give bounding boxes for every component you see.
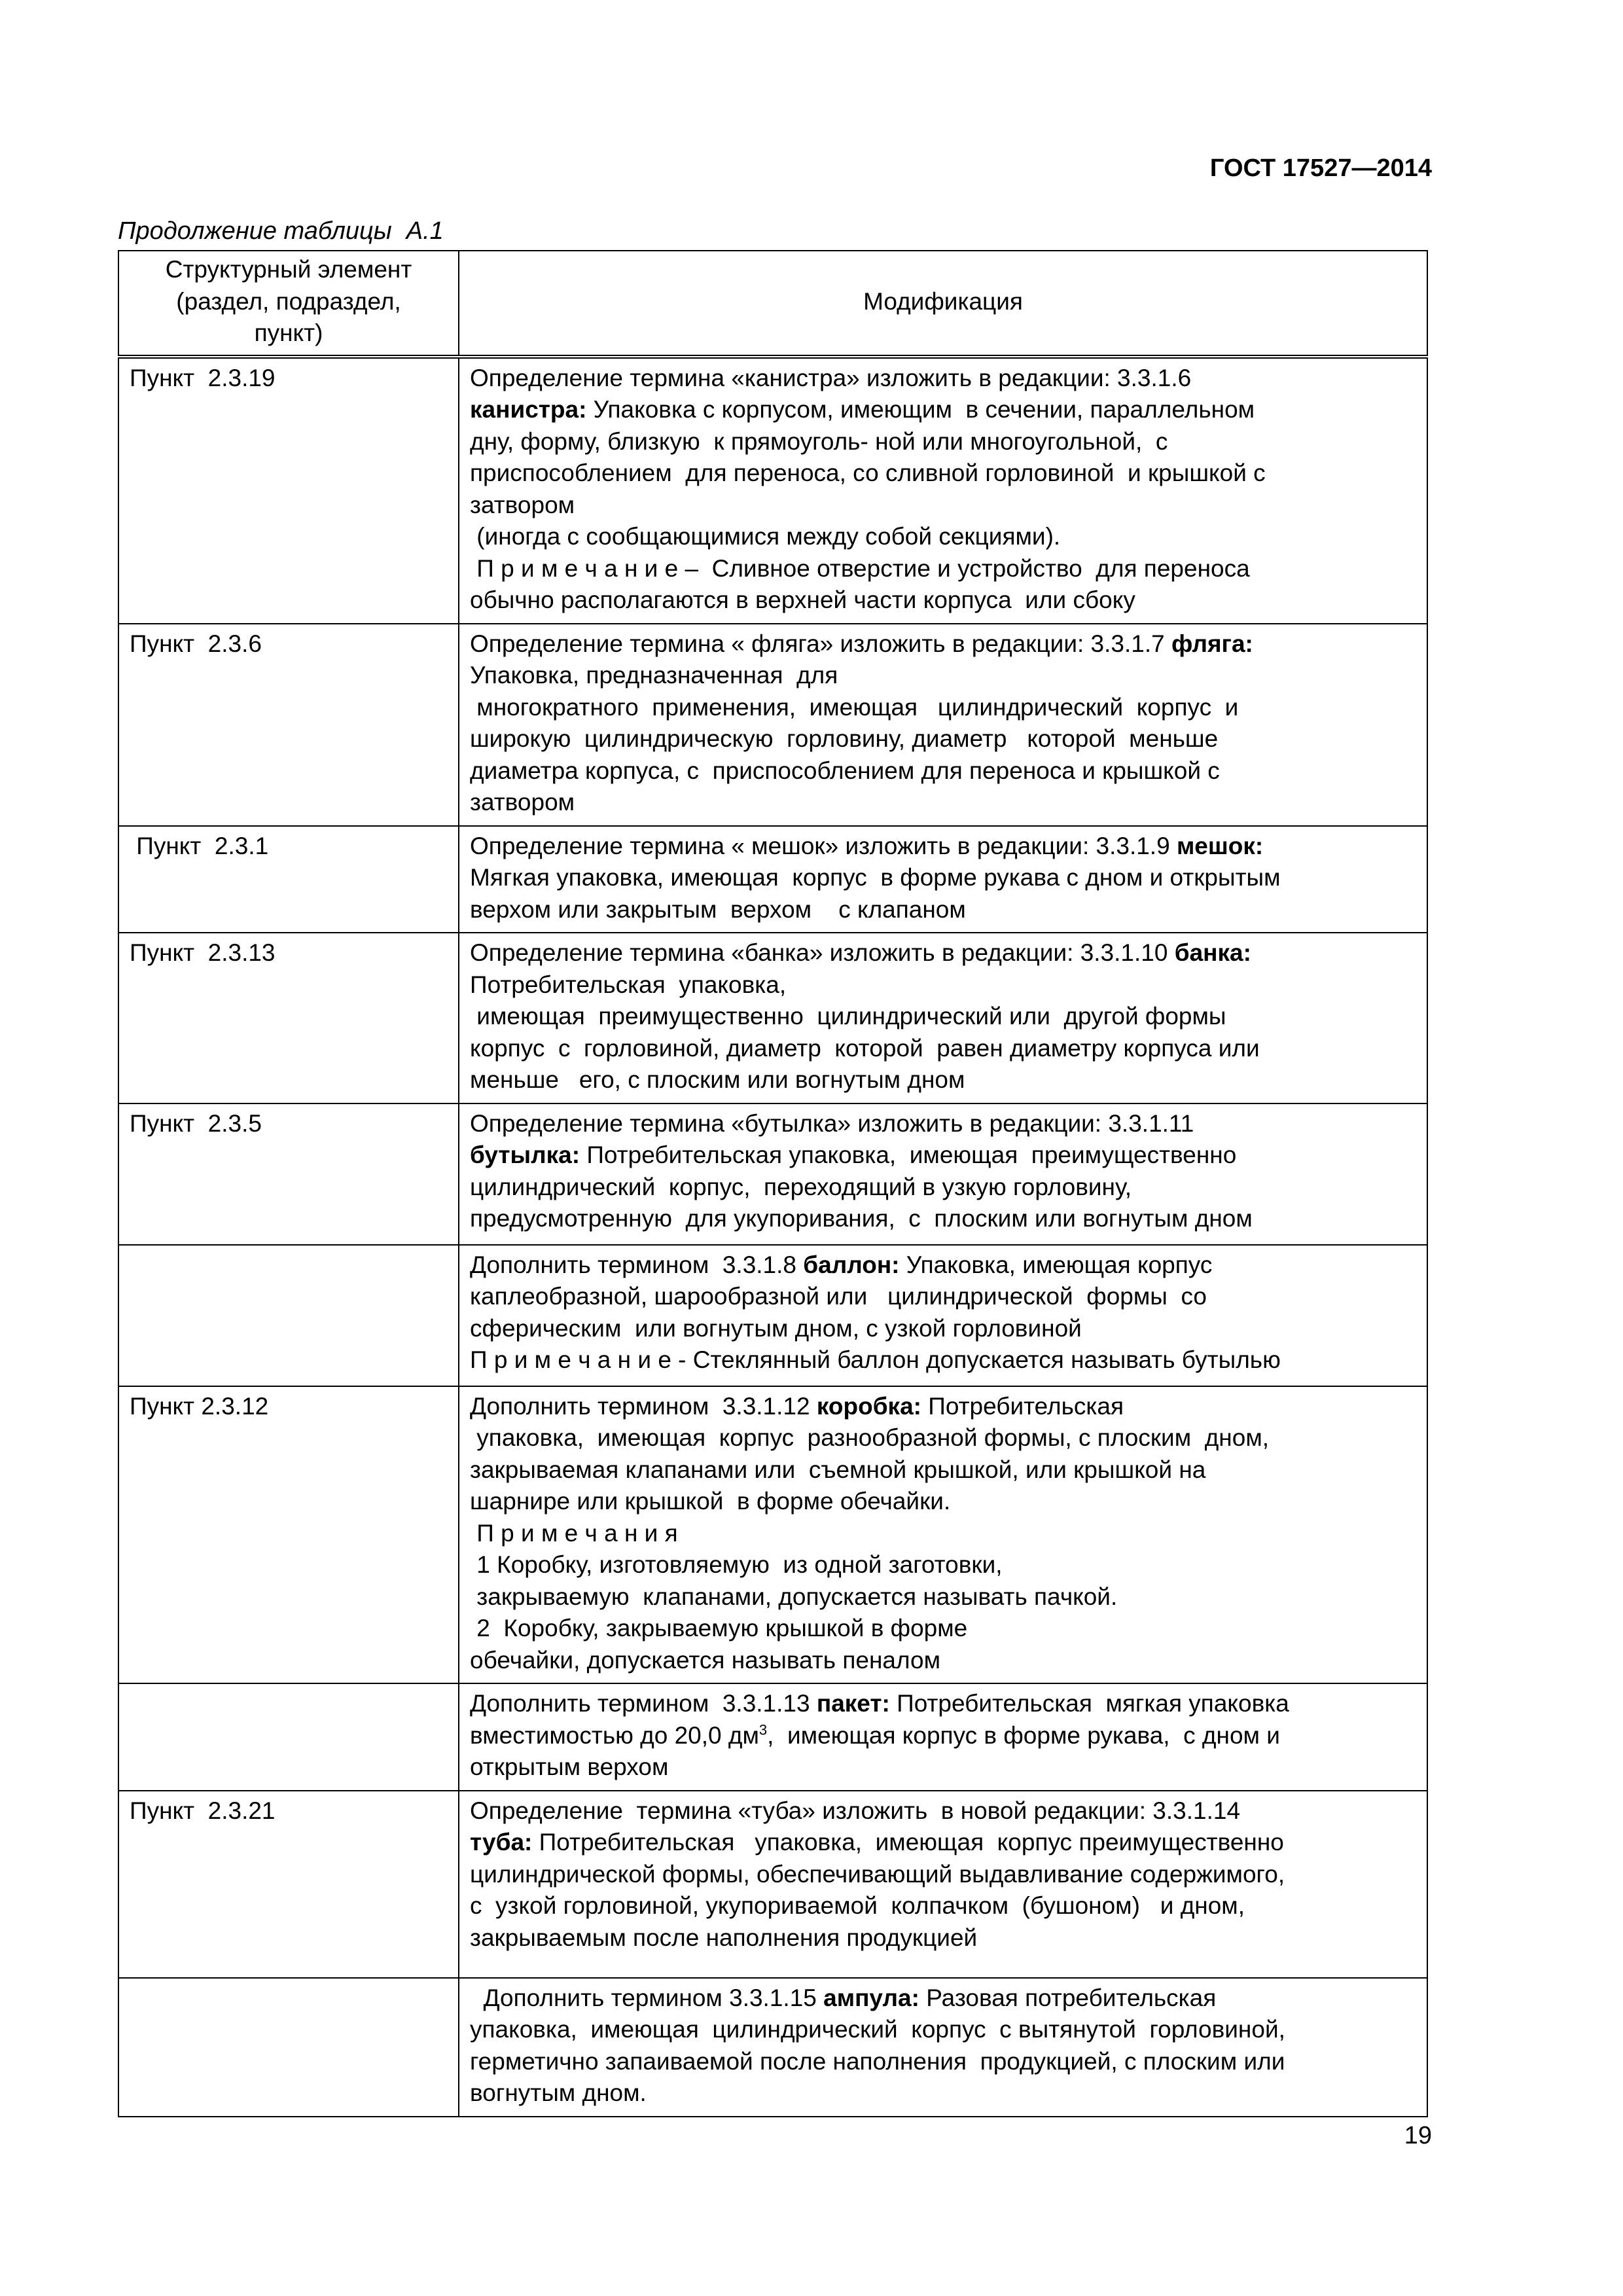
text-segment: имеющая преимущественно цилиндрический или другой формы: [470, 1003, 1226, 1030]
text-segment: Разовая потребительская: [919, 1984, 1217, 2011]
table-caption: [118, 217, 444, 245]
modification-cell: [459, 357, 1427, 624]
modification-line: [470, 862, 1418, 894]
text-segment: Дополнить термином 3.3.1.12: [470, 1392, 817, 1420]
modification-line: [470, 1064, 1418, 1096]
structural-element-cell: [118, 1386, 459, 1684]
text-segment: многократного применения, имеющая цилиндрический корпус и: [470, 693, 1239, 721]
text-segment: П р и м е ч а н и я: [470, 1519, 678, 1547]
structural-element-text: Пункт 2.3.12: [130, 1392, 269, 1420]
header-structural-element: [118, 251, 459, 357]
text-segment: Определение термина «банка» изложить в редакции: 3.3.1.10: [470, 939, 1175, 966]
text-segment: шарнире или крышкой в форме обечайки.: [470, 1488, 951, 1515]
table-row: [118, 1978, 1427, 2117]
modification-line: [470, 1581, 1418, 1613]
text-segment: затвором: [470, 789, 575, 816]
modification-cell: [459, 624, 1427, 826]
text-segment: П р и м е ч а н и е – Сливное отверстие и устройство для переноса: [470, 554, 1250, 582]
text-segment: Определение термина «бутылка» изложить в редакции: 3.3.1.11: [470, 1109, 1194, 1137]
text-segment: упаковка, имеющая цилиндрический корпус с вытянутой горловиной,: [470, 2016, 1285, 2043]
text-segment: герметично запаиваемой после наполнения продукцией, с плоским или: [470, 2047, 1285, 2075]
modification-line: [470, 2014, 1418, 2046]
page-number: 19: [1404, 2122, 1432, 2149]
text-segment: сферическим или вогнутым дном, с узкой горловиной: [470, 1314, 1082, 1342]
modification-line: [470, 1827, 1418, 1859]
text-segment: Мягкая упаковка, имеющая корпус в форме рукава с дном и открытым: [470, 864, 1281, 891]
modification-line: [470, 584, 1418, 617]
table-row: [118, 624, 1427, 826]
modification-line: [470, 1108, 1418, 1140]
modification-line: [470, 1486, 1418, 1518]
text-segment: Дополнить термином 3.3.1.15: [470, 1984, 824, 2011]
term-name: канистра:: [470, 396, 587, 423]
text-segment: закрываемую клапанами, допускается называть пачкой.: [470, 1583, 1118, 1610]
modification-line: [470, 723, 1418, 755]
text-segment: Потребительская мягкая упаковка: [889, 1690, 1289, 1717]
text-segment: обычно располагаются в верхней части корпуса или сбоку: [470, 586, 1135, 613]
text-segment: меньше его, с плоским или вогнутым дном: [470, 1066, 965, 1093]
text-segment: Потребительская упаковка,: [470, 971, 787, 998]
table-body: [118, 357, 1427, 2117]
term-name: ампула:: [823, 1984, 919, 2011]
modification-line: [470, 1001, 1418, 1033]
term-name: банка:: [1174, 939, 1251, 966]
structural-element-text: Пункт 2.3.19: [130, 364, 276, 391]
modification-line: [470, 692, 1418, 724]
table-row: [118, 1245, 1427, 1386]
text-segment: Потребительская упаковка, имеющая корпус преимущественно: [532, 1829, 1284, 1856]
modification-line: [470, 1203, 1418, 1235]
modification-line: [470, 1613, 1418, 1645]
text-segment: закрываемая клапанами или съемной крышкой, или крышкой на: [470, 1456, 1206, 1483]
text-segment: закрываемым после наполнения продукцией: [470, 1924, 978, 1951]
header-line-2: (раздел, подраздел,: [176, 287, 401, 315]
modification-line: [470, 1454, 1418, 1486]
text-segment: Определение термина «туба» изложить в новой редакции: 3.3.1.14: [470, 1797, 1241, 1824]
modification-line: [470, 394, 1418, 426]
modification-line: [470, 1795, 1418, 1827]
text-segment: обечайки, допускается называть пеналом: [470, 1646, 941, 1674]
modification-line: [470, 1720, 1418, 1752]
structural-element-cell: [118, 826, 459, 933]
table-row: [118, 1683, 1427, 1791]
header-modification: Модификация: [459, 251, 1427, 357]
text-segment: с узкой горловиной, укупориваемой колпачком (бушоном) и дном,: [470, 1892, 1245, 1919]
header-line-3: пункт): [254, 319, 323, 346]
table-row: [118, 1386, 1427, 1684]
text-segment: Определение термина « мешок» изложить в редакции: 3.3.1.9: [470, 832, 1177, 859]
text-segment: упаковка, имеющая корпус разнообразной формы, с плоским дном,: [470, 1424, 1270, 1451]
term-name: туба:: [470, 1829, 533, 1856]
modification-line: [470, 1139, 1418, 1172]
term-name: пакет:: [816, 1690, 890, 1717]
modification-line: [470, 1922, 1418, 1954]
text-segment: Дополнить термином 3.3.1.13: [470, 1690, 817, 1717]
modification-line: [470, 363, 1418, 395]
modification-line: [470, 1982, 1418, 2015]
text-segment: диаметра корпуса, с приспособлением для переноса и крышкой с: [470, 757, 1220, 784]
structural-element-text: Пункт 2.3.5: [130, 1109, 262, 1137]
structural-element-cell: [118, 624, 459, 826]
modification-line: [470, 553, 1418, 585]
modification-line: [470, 1391, 1418, 1423]
modification-line: [470, 937, 1418, 969]
structural-element-cell: [118, 1978, 459, 2117]
structural-element-cell: [118, 357, 459, 624]
modification-line: [470, 1281, 1418, 1313]
term-name: коробка:: [816, 1392, 921, 1420]
structural-element-cell: [118, 1791, 459, 1978]
superscript: 3: [758, 1721, 768, 1738]
text-segment: цилиндрический корпус, переходящий в узкую горловину,: [470, 1173, 1132, 1200]
table-row: [118, 1791, 1427, 1978]
modification-line: [470, 755, 1418, 787]
caption-text: Продолжение таблицы: [118, 217, 392, 245]
term-name: бутылка:: [470, 1141, 580, 1168]
structural-element-text: Пункт 2.3.21: [130, 1797, 276, 1824]
modification-line: [470, 490, 1418, 522]
term-name: фляга:: [1171, 630, 1253, 657]
table-header-row: [118, 251, 1427, 357]
header-line-1: Структурный элемент: [165, 256, 412, 283]
modification-line: [470, 1249, 1418, 1282]
modification-line: [470, 1518, 1418, 1550]
modification-line: [470, 2046, 1418, 2078]
text-segment: Упаковка, имеющая корпус: [899, 1251, 1213, 1278]
text-segment: корпус с горловиной, диаметр которой равен диаметру корпуса или: [470, 1034, 1260, 1062]
modification-cell: [459, 1245, 1427, 1386]
modification-line: [470, 2077, 1418, 2109]
structural-element-cell: [118, 933, 459, 1103]
modification-cell: [459, 1978, 1427, 2117]
text-segment: открытым верхом: [470, 1753, 669, 1780]
modification-line: [470, 660, 1418, 692]
modification-line: [470, 1313, 1418, 1345]
text-segment: приспособлением для переноса, со сливной горловиной и крышкой с: [470, 459, 1266, 486]
structural-element-text: Пункт 2.3.6: [130, 630, 262, 657]
modification-cell: [459, 933, 1427, 1103]
modification-line: [470, 521, 1418, 553]
text-segment: каплеобразной, шарообразной или цилиндрической формы со: [470, 1283, 1207, 1310]
modification-line: [470, 1688, 1418, 1720]
modification-line: [470, 1033, 1418, 1065]
text-segment: предусмотренную для укупоривания, с плоским или вогнутым дном: [470, 1205, 1253, 1232]
modifications-table: [118, 250, 1428, 2117]
structural-element-cell: [118, 1683, 459, 1791]
text-segment: широкую цилиндрическую горловину, диаметр которой меньше: [470, 725, 1219, 752]
text-segment: Дополнить термином 3.3.1.8: [470, 1251, 804, 1278]
modification-line: [470, 1645, 1418, 1677]
text-segment: Определение термина «канистра» изложить в редакции: 3.3.1.6: [470, 364, 1192, 391]
text-segment: верхом или закрытым верхом с клапаном: [470, 895, 966, 923]
table-row: [118, 826, 1427, 933]
text-segment: дну, форму, близкую к прямоуголь- ной или многоугольной, с: [470, 427, 1168, 455]
text-segment: Определение термина « фляга» изложить в редакции: 3.3.1.7: [470, 630, 1171, 657]
text-segment: вместимостью до 20,0 дм: [470, 1721, 759, 1749]
modification-line: [470, 1890, 1418, 1922]
table-row: [118, 933, 1427, 1103]
modification-cell: [459, 1791, 1427, 1978]
caption-number: А.1: [406, 217, 444, 245]
text-segment: П р и м е ч а н и е - Стеклянный баллон допускается называть бутылью: [470, 1346, 1281, 1373]
text-segment: Потребительская упаковка, имеющая преимущественно: [580, 1141, 1237, 1168]
modification-cell: [459, 1386, 1427, 1684]
modification-line: [470, 831, 1418, 863]
modification-line: [470, 894, 1418, 926]
modification-line: [470, 426, 1418, 458]
text-segment: вогнутым дном.: [470, 2079, 647, 2106]
text-segment: , имеющая корпус в форме рукава, с дном и: [767, 1721, 1280, 1749]
text-segment: 1 Коробку, изготовляемую из одной заготовки,: [470, 1551, 1003, 1578]
table-row: [118, 357, 1427, 624]
modification-cell: [459, 826, 1427, 933]
modification-cell: [459, 1683, 1427, 1791]
modification-line: [470, 969, 1418, 1001]
modification-line: [470, 1549, 1418, 1581]
structural-element-cell: [118, 1103, 459, 1245]
structural-element-text: Пункт 2.3.1: [130, 832, 269, 859]
modification-line: [470, 457, 1418, 490]
text-segment: затвором: [470, 491, 575, 518]
text-segment: (иногда с сообщающимися между собой секциями).: [470, 523, 1061, 550]
term-name: баллон:: [803, 1251, 900, 1278]
modification-line: [470, 1344, 1418, 1376]
modification-cell: [459, 1103, 1427, 1245]
text-segment: Потребительская: [921, 1392, 1124, 1420]
text-segment: Упаковка, предназначенная для: [470, 662, 838, 689]
modification-line: [470, 1422, 1418, 1454]
modification-line: [470, 787, 1418, 819]
table-row: [118, 1103, 1427, 1245]
modification-line: [470, 1172, 1418, 1204]
text-segment: Упаковка с корпусом, имеющим в сечении, параллельном: [586, 396, 1255, 423]
modification-line: [470, 1751, 1418, 1784]
text-segment: 2 Коробку, закрываемую крышкой в форме: [470, 1615, 968, 1641]
document-code: ГОСТ 17527—2014: [1209, 154, 1432, 182]
structural-element-cell: [118, 1245, 459, 1386]
term-name: мешок:: [1176, 832, 1264, 859]
modification-line: [470, 1859, 1418, 1891]
text-segment: цилиндрической формы, обеспечивающий выдавливание содержимого,: [470, 1860, 1285, 1888]
structural-element-text: Пункт 2.3.13: [130, 939, 276, 966]
modification-line: [470, 628, 1418, 660]
